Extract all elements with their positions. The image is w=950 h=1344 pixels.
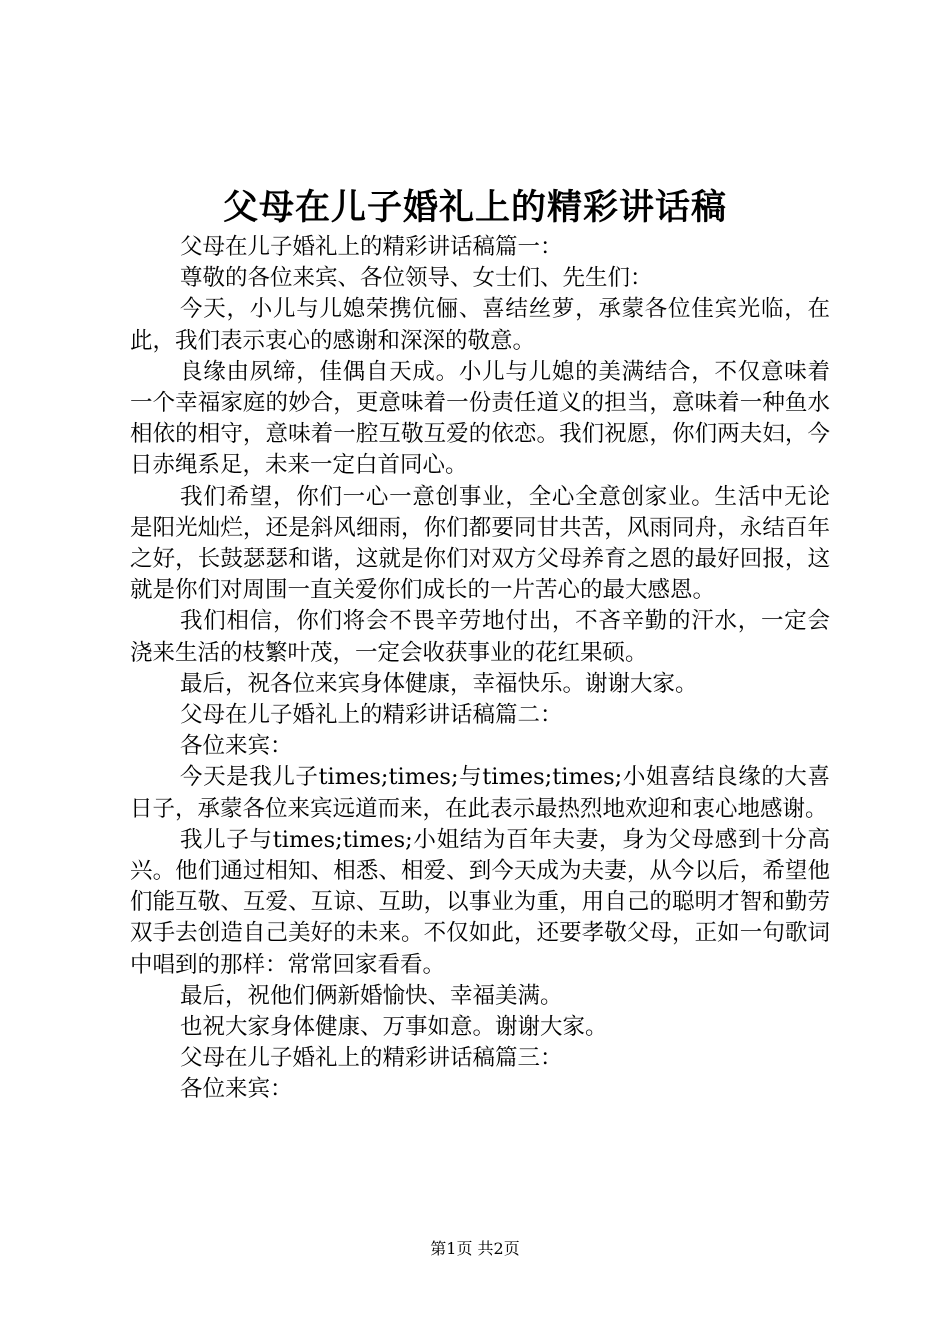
paragraph: 我儿子与times;times;小姐结为百年夫妻，身为父母感到十分高兴。他们通过相知、相悉、相爱、到今天成为夫妻，从今以后，希望他们能互敬、互爱、互谅、互助，以事业为重，用自己的聪明才智和勤劳双手去创造自己美好的未来。不仅如此，还要孝敬父母，正如一句歌词中唱到的那样：常常回家看看。 — [130, 826, 830, 978]
paragraph: 今天，小儿与儿媳荣携伉俪、喜结丝萝，承蒙各位佳宾光临，在此，我们表示衷心的感谢和深深的敬意。 — [130, 296, 830, 354]
paragraph-section-heading-2: 父母在儿子婚礼上的精彩讲话稿篇二： — [180, 702, 563, 729]
document-title: 父母在儿子婚礼上的精彩讲话稿 — [222, 188, 727, 228]
paragraph-salutation-1: 尊敬的各位来宾、各位领导、女士们、先生们： — [180, 265, 653, 292]
paragraph: 最后，祝各位来宾身体健康，幸福快乐。谢谢大家。 — [180, 670, 698, 697]
paragraph: 良缘由夙缔，佳偶自天成。小儿与儿媳的美满结合，不仅意味着一个幸福家庭的妙合，更意味着一份责任道义的担当，意味着一种鱼水相依的相守，意味着一腔互敬互爱的依恋。我们祝愿，你们两夫妇，今日赤绳系足，未来一定白首同心。 — [130, 358, 830, 479]
paragraph: 我们希望，你们一心一意创事业，全心全意创家业。生活中无论是阳光灿烂，还是斜风细雨，你们都要同甘共苦，风雨同舟，永结百年之好，长鼓瑟瑟和谐，这就是你们对双方父母养育之恩的最好回报，这就是你们对周围一直关爱你们成长的一片苦心的最大感恩。 — [130, 483, 830, 604]
paragraph: 今天是我儿子times;times;与times;times;小姐喜结良缘的大喜日子，承蒙各位来宾远道而来，在此表示最热烈地欢迎和衷心地感谢。 — [130, 764, 830, 822]
document-body — [130, 232, 830, 1106]
paragraph: 也祝大家身体健康、万事如意。谢谢大家。 — [180, 1014, 608, 1041]
paragraph-salutation-3: 各位来宾： — [180, 1076, 293, 1103]
page-number-footer: 第1页 共2页 — [430, 1239, 520, 1258]
paragraph-salutation-2: 各位来宾： — [180, 733, 293, 760]
paragraph-section-heading-3: 父母在儿子婚礼上的精彩讲话稿篇三： — [180, 1045, 563, 1072]
paragraph-section-heading-1: 父母在儿子婚礼上的精彩讲话稿篇一： — [180, 234, 563, 260]
paragraph: 我们相信，你们将会不畏辛劳地付出，不吝辛勤的汗水，一定会浇来生活的枝繁叶茂，一定会收获事业的花红果硕。 — [130, 608, 830, 666]
paragraph: 最后，祝他们俩新婚愉快、幸福美满。 — [180, 982, 563, 1009]
